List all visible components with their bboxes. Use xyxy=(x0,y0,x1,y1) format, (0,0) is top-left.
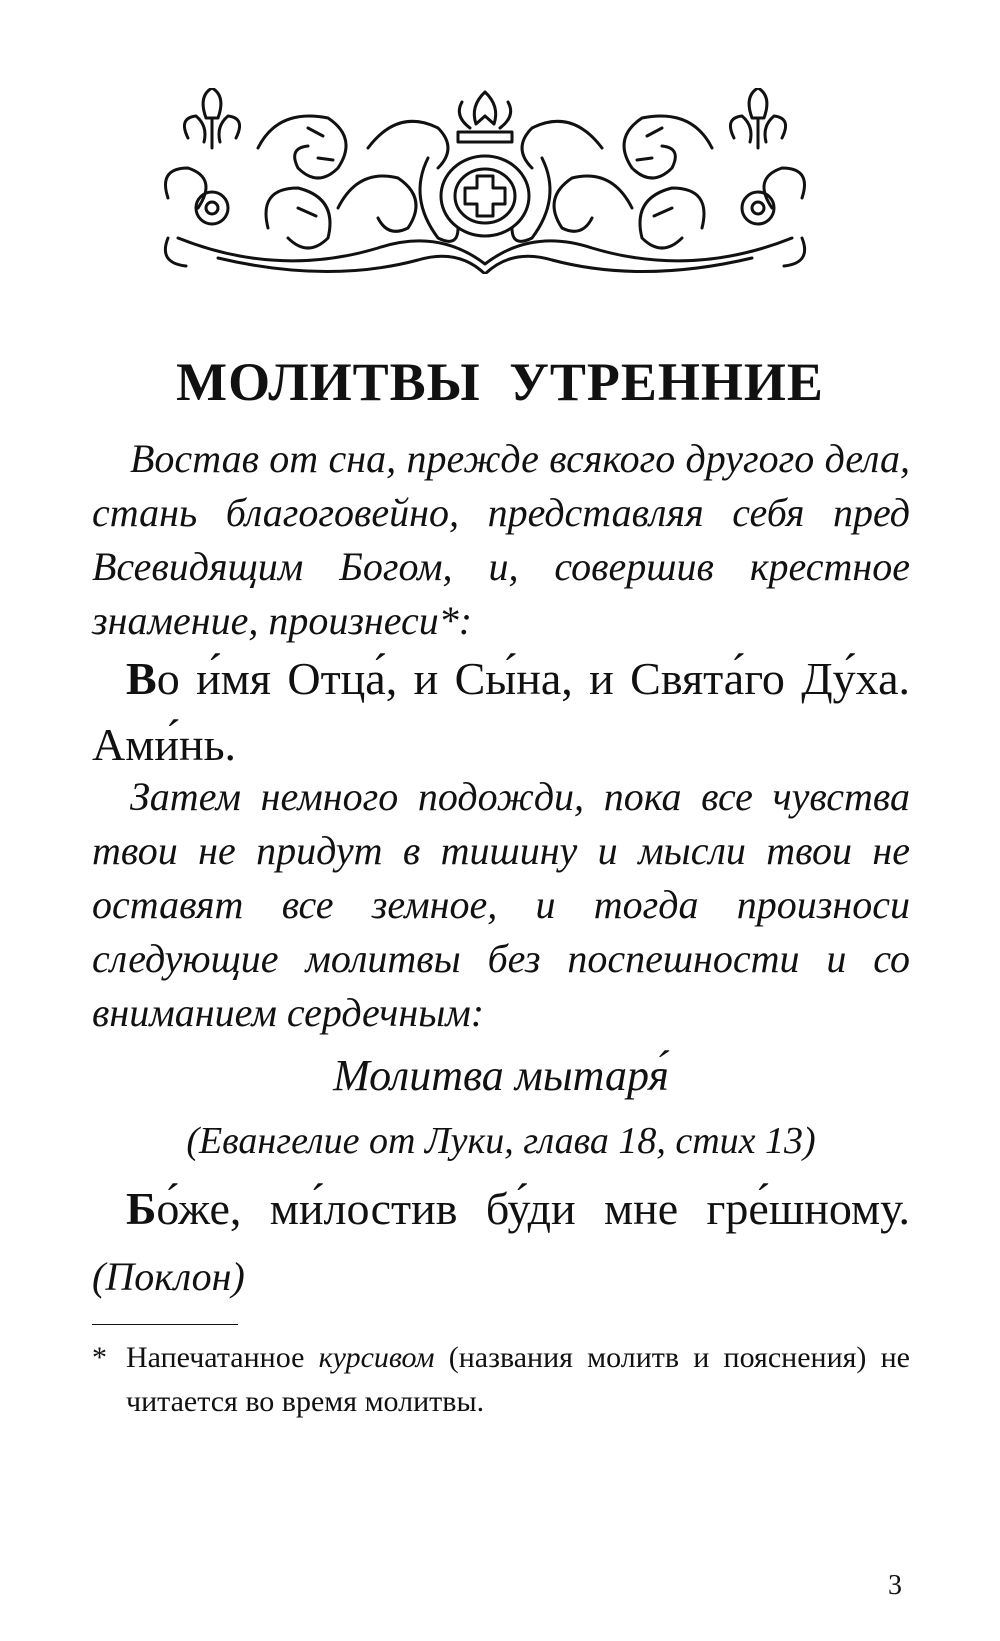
prayer-source: (Евангелие от Луки, глава 18, стих 13) xyxy=(186,1120,816,1162)
footnote-text-after: (названия молитв и пояснения) не читается во время молитвы. xyxy=(126,1341,910,1418)
prayer-2-note: (Поклон) xyxy=(92,1254,245,1299)
page-number: 3 xyxy=(888,1570,902,1601)
prayer-title: Молитва мытаря́ xyxy=(333,1051,669,1100)
drop-initial-1: В xyxy=(126,653,157,704)
page-title: МОЛИТВЫ УТРЕННИЕ xyxy=(176,352,824,412)
floral-ornament-headpiece xyxy=(158,88,812,274)
instruction-paragraph-2 xyxy=(92,770,910,1040)
footnote-text-italic: курсивом xyxy=(318,1341,435,1374)
footnote xyxy=(92,1336,910,1424)
prayer-text-2 xyxy=(92,1176,910,1310)
prayer-1-body: о и́мя Отца́, и Сы́на, и Свята́го Ду́ха. Ами́нь. xyxy=(92,653,910,770)
instruction-paragraph-1 xyxy=(92,432,910,648)
instruction-text-1: Востав от сна, прежде всякого другого дела, стань благоговейно, представляя себя пред Всевидящим Богом, и, совершив крестное знамение, произнеси*: xyxy=(92,436,910,643)
prayer-paragraph-1 xyxy=(92,646,910,778)
footnote-divider xyxy=(92,1324,238,1325)
prayer-2-body: о́же, ми́лостив бу́ди мне гре́шному. xyxy=(156,1183,910,1234)
drop-initial-2: Б xyxy=(126,1183,157,1234)
prayer-text-1 xyxy=(92,646,910,778)
footnote-text-before: Напечатанное xyxy=(126,1341,319,1374)
prayer-paragraph-2 xyxy=(92,1176,910,1310)
footnote-mark: * xyxy=(92,1341,107,1374)
footnote-text xyxy=(126,1336,910,1424)
instruction-text-2: Затем немного подожди, пока все чувства твои не придут в тишину и мысли твои не оставят все земное, и тогда произноси следующие молитвы без поспешности и со вниманием сердечным: xyxy=(92,774,910,1035)
